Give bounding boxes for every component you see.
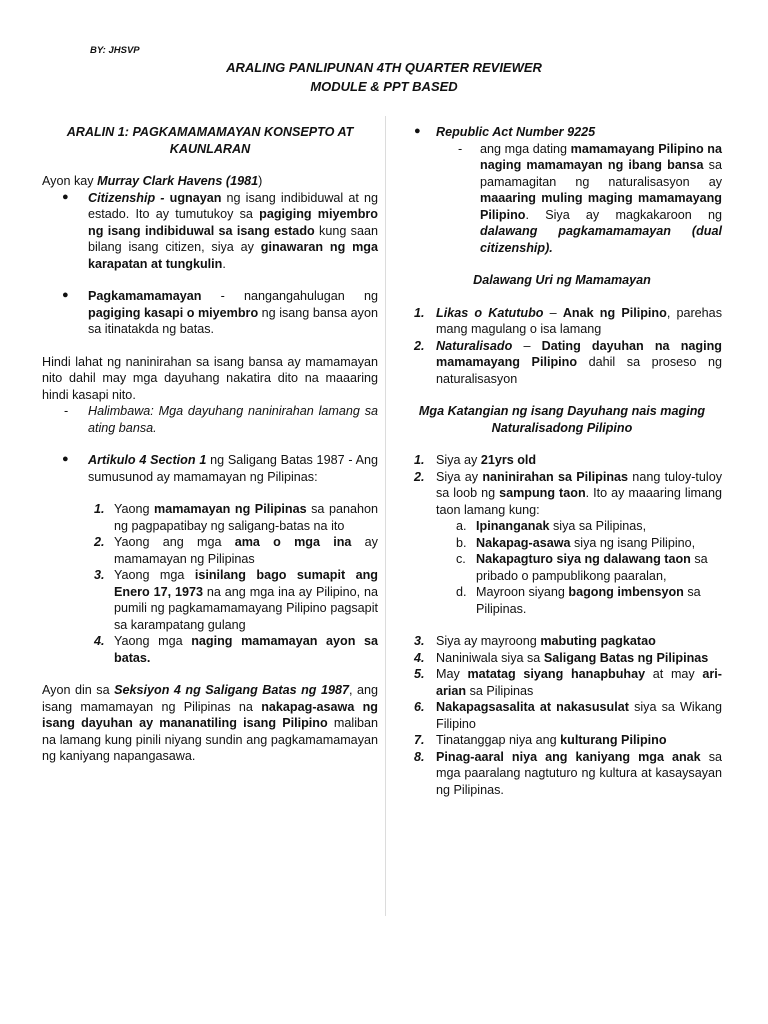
document-title: ARALING PANLIPUNAN 4TH QUARTER REVIEWER [226,60,542,75]
artikulo-item-1: 1. Yaong mamamayan ng Pilipinas sa panahon ng pagpapatibay ng saligang-batas na ito [94,502,379,533]
katangian-item-5: 5. May matatag siyang hanapbuhay at may ari-arian sa Pilipinas [414,667,722,698]
uri-item-2: 2. Naturalisado – Dating dayuhan na naging mamamayang Pilipino dahil sa proseso ng naturalisasyon [414,338,723,386]
katangian-item-7: 7. Tinatanggap niya ang kulturang Pilipino [414,733,667,747]
artikulo-item-2: 2. Yaong ang mga ama o mga ina ay mamamayan ng Pilipinas [94,535,378,566]
sub-item-a: a. Ipinanganak siya sa Pilipinas, [456,519,647,533]
bullet-icon: ● [62,453,69,465]
katangian-heading: Mga Katangian ng isang Dayuhang nais maging Naturalisadong Pilipino [418,404,706,435]
sub-item-b: b. Nakapag-asawa siya ng isang Pilipino, [456,535,696,550]
dalawang-uri-heading: Dalawang Uri ng Mamamayan [473,273,651,287]
ayon-line: Ayon kay Murray Clark Havens (1981) [42,174,263,188]
citizenship-bullet: ● Citizenship - ugnayan ng isang indibiduwal at ng estado. Ito ay tumutukoy sa pagiging miyembro ng isang indibiduwal sa isang estado kung saan bilang isang citizen, siya ay ginawaran ng mga karapatan at tungkulin. [62,190,379,271]
hindi-paragraph: Hindi lahat ng naninirahan sa isang bansa ay mamamayan nito dahil may mga dayuhang nakatira dito na maaaring hindi kasapi nito. [42,354,378,402]
bullet-icon: ● [414,125,421,137]
katangian-item-4: 4. Naniniwala siya sa Saligang Batas ng Pilipinas [414,650,709,665]
left-column [42,124,378,765]
author-credit: BY: JHSVP [90,45,140,56]
uri-item-1: 1. Likas o Katutubo – Anak ng Pilipino, parehas mang magulang o isa lamang [414,305,722,336]
republic-act-description: - ang mga dating mamamayang Pilipino na naging mamamayan ng ibang bansa sa pamamagitan ng naturalisasyon ay maaaring muling maging mamamayang Pilipino. Siya ay magkakaroon ng dalawang pagkamamamayan (dual citizenship). [458,141,722,255]
document-subtitle: MODULE & PPT BASED [310,79,458,94]
right-column [402,124,722,798]
sub-item-c: c. Nakapagturo siya ng dalawang taon sa pribado o pampublikong paaralan, [456,552,708,583]
republic-act-bullet: ● Republic Act Number 9225 [414,125,596,139]
sub-item-d: d. Mayroon siyang bagong imbensyon sa Pilipinas. [456,585,701,616]
seksiyon-paragraph: Ayon din sa Seksiyon 4 ng Saligang Batas ng 1987, ang isang mamamayan ng Pilipinas na nakapag-asawa ng isang dayuhan ay mananatiling isang Pilipino maliban na lamang kung pinili niyang sundin ang pagkamamamayan ng kaniyang napangasawa. [42,683,379,763]
bullet-icon: ● [62,190,69,203]
halimbawa-item: - Halimbawa: Mga dayuhang naninirahan lamang sa ating bansa. [64,404,378,435]
pagkamamamayan-bullet: ● Pagkamamamayan - nangangahulugan ng pagiging kasapi o miyembro ng isang bansa ayon sa itinatakda ng batas. [62,289,378,336]
katangian-item-8: 8. Pinag-aaral niya ang kaniyang mga anak sa mga paaralang nagtuturo ng kultura at kasaysayan ng Pilipinas. [414,749,722,797]
column-divider [385,116,386,916]
artikulo-bullet: ● Artikulo 4 Section 1 ng Saligang Batas 1987 - Ang sumusunod ay mamamayan ng Pilipinas: [62,453,378,484]
bullet-icon: ● [62,289,69,301]
katangian-item-3: 3. Siya ay mayroong mabuting pagkatao [414,634,656,648]
artikulo-item-4: 4. Yaong mga naging mamamayan ayon sa batas. [94,634,379,665]
katangian-item-1: 1. Siya ay 21yrs old [414,453,537,467]
artikulo-item-3: 3. Yaong mga isinilang bago sumapit ang Enero 17, 1973 na ang mga ina ay Pilipino, na pumili ng pagkamamamayang Pilipino pagsapit sa karampatang gulang [94,568,378,632]
katangian-item-6: 6. Nakapagsasalita at nakasusulat siya sa Wikang Filipino [414,700,723,731]
aralin-heading: ARALIN 1: PAGKAMAMAMAYAN KONSEPTO AT KAUNLARAN [66,125,354,156]
katangian-item-2: 2. Siya ay naninirahan sa Pilipinas nang tuloy-tuloy sa loob ng sampung taon. Ito ay maaaring limang taon lamang kung: [414,469,723,517]
